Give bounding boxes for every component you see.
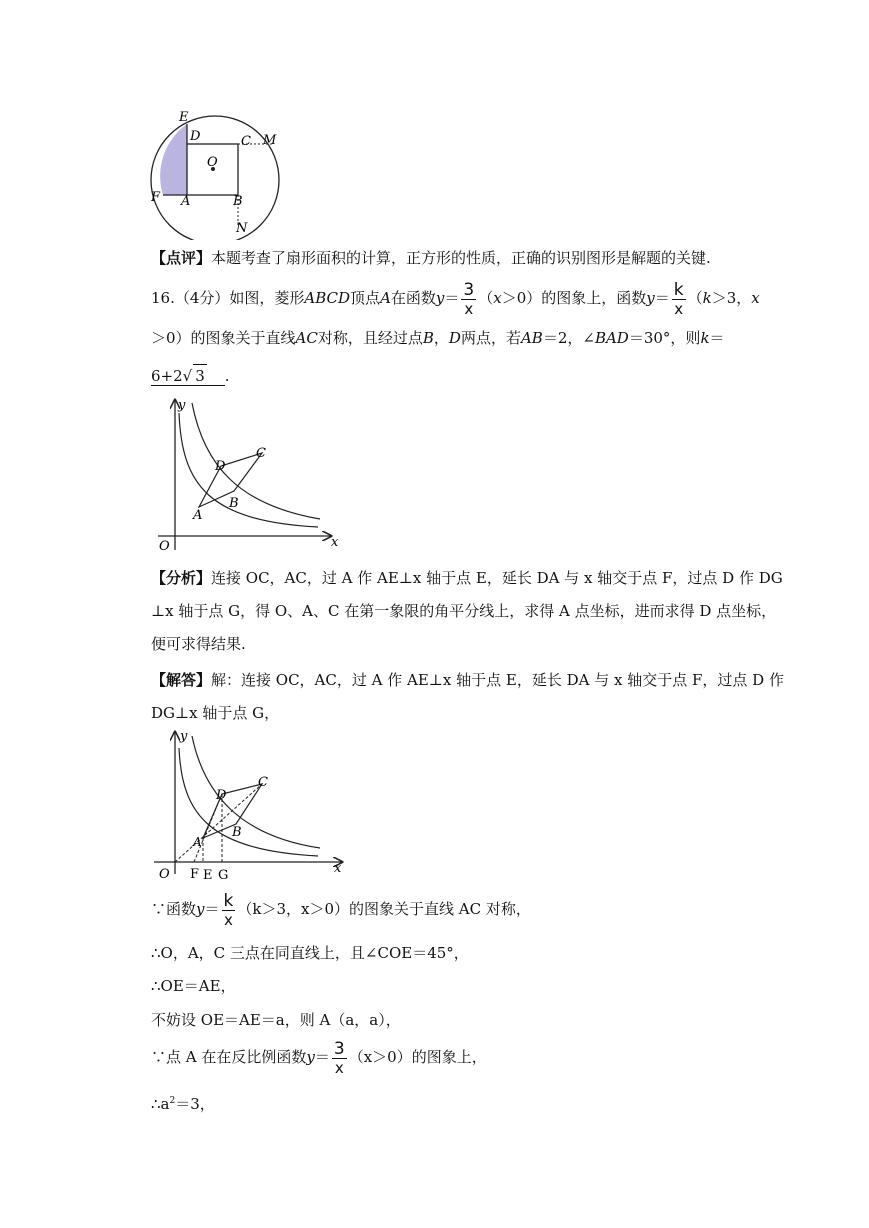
answer-blank: 6+2√ 3 <box>151 367 225 386</box>
analysis-line3: 便可求得结果. <box>151 635 246 653</box>
graph2-label-y: y <box>180 729 188 744</box>
step-3: ∴OE＝AE， <box>151 977 236 995</box>
analysis-tag: 【分析】 <box>151 569 212 587</box>
label-n: N <box>236 221 248 236</box>
graph1-label-o: O <box>159 539 170 554</box>
circle-square-figure <box>145 105 285 240</box>
graph2-label-g: G <box>218 868 229 883</box>
fraction-3-over-x: $\frac{3}{x}$ <box>463 279 475 318</box>
graph1-label-a: A <box>193 508 203 523</box>
graph1-label-x: x <box>331 535 339 550</box>
label-e: E <box>179 110 189 125</box>
label-o: O <box>207 155 218 170</box>
fraction-k-over-x: $\frac{k}{x}$ <box>673 279 684 318</box>
label-c: C <box>241 134 251 149</box>
label-f: F <box>151 190 161 205</box>
rhombus-graph-2 <box>148 728 348 888</box>
comment-text: 本题考查了扇形面积的计算，正方形的性质，正确的识别图形是解题的关键. <box>211 249 711 267</box>
solution-tag: 【解答】 <box>151 671 212 689</box>
fraction-3-over-x: $\frac{3}{x}$ <box>333 1038 345 1077</box>
q16-answer-line: 6+2√ 3 . <box>151 364 230 387</box>
rhombus-graph-1 <box>148 395 348 560</box>
graph2-label-b: B <box>232 825 242 840</box>
graph2-label-x: x <box>334 861 342 876</box>
solution-line2: DG⊥x 轴于点 G， <box>151 704 280 722</box>
q16-line1: 16.（4分）如图，菱形ABCD顶点A在函数y＝ $\frac{3}{x}$ （x＞0）的图象上，函数y＝ $\frac{k}{x}$ （k＞3，x <box>151 279 760 318</box>
graph2-label-f: F <box>190 867 200 882</box>
graph1-label-c: C <box>256 446 266 461</box>
step-1: ∵函数y＝ $\frac{k}{x}$ （k＞3，x＞0）的图象关于直线 AC 对称， <box>151 890 531 929</box>
graph2-label-c: C <box>258 775 268 790</box>
comment-tag: 【点评】 <box>151 249 212 267</box>
step-2: ∴O，A，C 三点在同直线上，且∠COE＝45°， <box>151 944 469 962</box>
label-b: B <box>233 194 243 209</box>
analysis-line1: 【分析】连接 OC，AC，过 A 作 AE⊥x 轴于点 E，延长 DA 与 x 轴交于点 F，过点 D 作 DG <box>151 569 783 587</box>
analysis-line2: ⊥x 轴于点 G，得 O、A、C 在第一象限的角平分线上，求得 A 点坐标，进而求得 D 点坐标， <box>151 602 777 620</box>
q16-line2: ＞0）的图象关于直线AC对称，且经过点B，D两点，若AB＝2，∠BAD＝30°，则k＝ <box>151 329 725 347</box>
label-a: A <box>181 194 191 209</box>
curve-k-over-x <box>192 736 320 848</box>
line-fd <box>194 794 222 862</box>
step-5: ∵点 A 在在反比例函数y＝ $\frac{3}{x}$ （x＞0）的图象上， <box>151 1038 487 1077</box>
graph2-label-d: D <box>216 788 227 803</box>
solution-line1: 【解答】解：连接 OC，AC，过 A 作 AE⊥x 轴于点 E，延长 DA 与 x 轴交于点 F，过点 D 作 <box>151 671 784 689</box>
shaded-sector <box>160 124 187 195</box>
graph2-label-e: E <box>203 868 213 883</box>
step-4: 不妨设 OE＝AE＝a，则 A（a，a）， <box>151 1011 401 1029</box>
graph1-label-b: B <box>229 496 239 511</box>
graph2-label-o: O <box>159 867 170 882</box>
step-6: $\therefore a^2=3$， <box>151 1095 215 1113</box>
graph1-label-d: D <box>215 459 226 474</box>
label-d: D <box>190 129 201 144</box>
graph2-label-a: A <box>193 835 202 849</box>
label-m: M <box>263 133 277 148</box>
comment-line <box>151 247 711 269</box>
fraction-k-over-x: $\frac{k}{x}$ <box>223 890 234 929</box>
graph1-label-y: y <box>178 398 186 413</box>
sqrt-symbol: √ <box>182 367 193 385</box>
